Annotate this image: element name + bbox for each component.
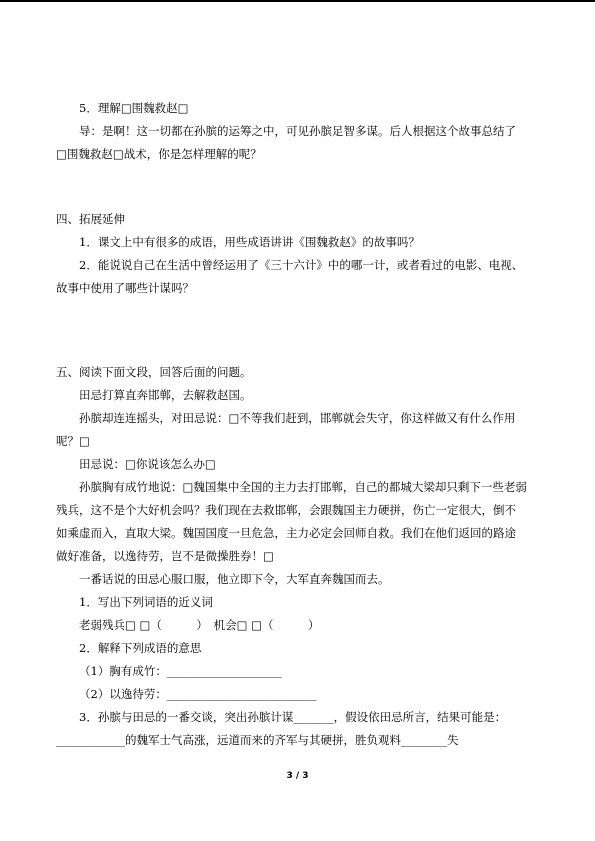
exercise-line: 3．孙膑与田忌的一番交谈，突出孙膑计谋_______，假设依田忌所言，结果可能是：: [79, 710, 507, 724]
paragraph-line: 导：是啊！这一切都在孙膑的运筹之中，可见孙膑足智多谋。后人根据这个故事总结了: [79, 124, 516, 138]
paragraph-line: □围魏救赵□战术，你是怎样理解的呢？: [56, 147, 262, 161]
exercise-line: ____________的魏军士气高涨，远道而来的齐军与其硬拼，胜负观料________失: [56, 733, 459, 747]
question-line: 故事中使用了哪些计谋吗？: [56, 281, 194, 295]
top-rule: [0, 0, 595, 2]
exercise-line: （1）胸有成竹：____________________: [79, 664, 282, 678]
passage-line: 做好准备，以逸待劳，岂不是微操胜券！□: [56, 549, 274, 563]
exercise-line: 1．写出下列词语的近义词: [79, 595, 213, 609]
exercise-line: （2）以逸待劳：__________________________: [79, 687, 317, 701]
passage-line: 残兵，这不是个大好机会吗？我们现在去救邯郸，会跟魏国主力硬拼，伤亡一定很大，倒不: [56, 503, 516, 517]
question-line: 2．能说说自己在生活中曾经运用了《三十六计》中的哪一计，或者看过的电影、电视、: [79, 258, 524, 272]
section-4-heading: 四、拓展延伸: [56, 212, 125, 226]
passage-line: 孙膑胸有成竹地说：□魏国集中全国的主力去打邯郸，自己的都城大梁却只剩下一些老弱: [79, 480, 527, 494]
question-line: 1．课文上中有很多的成语，用些成语讲讲《围魏救赵》的故事吗？: [79, 235, 420, 249]
passage-line: 田忌打算直奔邯郸，去解救赵国。: [79, 388, 252, 402]
exercise-line: 老弱残兵□ □（ ） 机会□ □（ ）: [79, 618, 320, 632]
passage-line: 如乘虚而入，直取大梁。魏国国度一旦危急，主力必定会回师自救。我们在他们返回的路途: [56, 526, 516, 540]
exercise-line: 2．解释下列成语的意思: [79, 641, 202, 655]
passage-line: 田忌说：□你说该怎么办□: [79, 457, 216, 471]
passage-line: 呢？□: [56, 434, 90, 448]
item-5-title: 5．理解□围魏救赵□: [79, 101, 189, 115]
passage-line: 一番话说的田忌心服口服，他立即下令，大军直奔魏国而去。: [79, 572, 390, 586]
passage-line: 孙膑却连连摇头，对田忌说：□不等我们赶到，邯郸就会失守，你这样做又有什么作用: [79, 411, 516, 425]
page-number: 3 / 3: [286, 771, 309, 781]
section-5-heading: 五、阅读下面文段，回答后面的问题。: [56, 365, 252, 379]
